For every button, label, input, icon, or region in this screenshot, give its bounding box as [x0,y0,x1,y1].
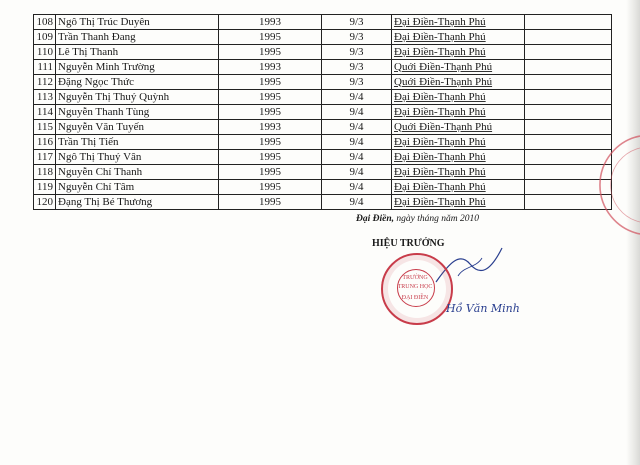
class-name: 9/4 [322,180,392,195]
student-name: Nguyễn Thị Thuý Quỳnh [56,90,219,105]
address-text: Đại Điền-Thạnh Phú [394,45,486,58]
address-text: Đại Điền-Thạnh Phú [394,180,486,193]
birth-year: 1993 [219,15,322,30]
birth-year: 1995 [219,30,322,45]
student-name: Ngô Thị Trúc Duyên [56,15,219,30]
birth-year: 1995 [219,150,322,165]
student-name: Lê Thị Thanh [56,45,219,60]
seal-text-bottom: ĐẠI ĐIỀN [401,295,429,301]
student-name: Đặng Ngọc Thức [56,75,219,90]
blank-cell [525,45,612,60]
address-cell [392,15,525,30]
seal-text-mid: TRUNG HỌC [397,284,433,290]
class-name: 9/3 [322,30,392,45]
row-number: 120 [34,195,56,210]
row-number: 113 [34,90,56,105]
birth-year: 1995 [219,135,322,150]
row-number: 110 [34,45,56,60]
birth-year: 1995 [219,180,322,195]
class-name: 9/4 [322,120,392,135]
address-text: Đại Điền-Thạnh Phú [394,90,486,103]
address-text: Đại Điền-Thạnh Phú [394,105,486,118]
table-row [34,165,612,180]
table-row [34,120,612,135]
address-cell [392,45,525,60]
address-text: Quới Điền-Thạnh Phú [394,120,493,133]
student-name: Ngô Thị Thuý Vân [56,150,219,165]
address-text: Đại Điền-Thạnh Phú [394,165,486,178]
table-row [34,45,612,60]
row-number: 109 [34,30,56,45]
birth-year: 1995 [219,195,322,210]
address-cell [392,30,525,45]
date-line [356,214,479,224]
address-text: Đại Điền-Thạnh Phú [394,30,486,43]
address-cell [392,150,525,165]
birth-year: 1995 [219,105,322,120]
partial-seal-edge [592,130,640,240]
table-row [34,180,612,195]
row-number: 119 [34,180,56,195]
table-row [34,90,612,105]
blank-cell [525,60,612,75]
student-roster-table [33,14,612,210]
table-row [34,75,612,90]
address-text: Đại Điền-Thạnh Phú [394,15,486,28]
row-number: 118 [34,165,56,180]
student-name: Nguyễn Chí Tâm [56,180,219,195]
roster-body [34,15,612,210]
student-name: Trần Thị Tiến [56,135,219,150]
address-cell [392,135,525,150]
table-row [34,60,612,75]
address-cell [392,75,525,90]
blank-cell [525,90,612,105]
date-text: ngày tháng năm 2010 [396,214,479,224]
address-cell [392,195,525,210]
class-name: 9/4 [322,195,392,210]
row-number: 115 [34,120,56,135]
student-name: Nguyễn Minh Trường [56,60,219,75]
birth-year: 1995 [219,45,322,60]
address-cell [392,120,525,135]
student-name: Nguyễn Thanh Tùng [56,105,219,120]
address-text: Đại Điền-Thạnh Phú [394,135,486,148]
student-name: Nguyễn Chí Thanh [56,165,219,180]
birth-year: 1993 [219,60,322,75]
table-row [34,30,612,45]
birth-year: 1995 [219,75,322,90]
class-name: 9/4 [322,90,392,105]
official-seal [381,253,453,325]
class-name: 9/3 [322,15,392,30]
address-text: Quới Điền-Thạnh Phú [394,75,493,88]
place-name: Đại Điền, [356,214,394,224]
table-row [34,195,612,210]
address-cell [392,60,525,75]
row-number: 114 [34,105,56,120]
address-cell [392,180,525,195]
row-number: 116 [34,135,56,150]
table-row [34,150,612,165]
table-row [34,105,612,120]
row-number: 112 [34,75,56,90]
class-name: 9/4 [322,135,392,150]
blank-cell [525,105,612,120]
address-cell [392,165,525,180]
birth-year: 1995 [219,90,322,105]
address-text: Đại Điền-Thạnh Phú [394,195,486,208]
student-name: Nguyễn Văn Tuyến [56,120,219,135]
student-name: Trần Thanh Đang [56,30,219,45]
row-number: 117 [34,150,56,165]
class-name: 9/4 [322,150,392,165]
class-name: 9/3 [322,45,392,60]
birth-year: 1995 [219,165,322,180]
address-text: Quới Điền-Thạnh Phú [394,60,493,73]
class-name: 9/3 [322,60,392,75]
row-number: 108 [34,15,56,30]
principal-title: HIỆU TRƯỞNG [372,238,445,249]
class-name: 9/4 [322,165,392,180]
blank-cell [525,75,612,90]
table-row [34,135,612,150]
address-cell [392,90,525,105]
seal-text-top: TRƯỜNG [402,275,428,281]
blank-cell [525,15,612,30]
blank-cell [525,30,612,45]
class-name: 9/4 [322,105,392,120]
table-row [34,15,612,30]
signer-name: Hồ Văn Minh [446,302,520,315]
address-text: Đại Điền-Thạnh Phú [394,150,486,163]
row-number: 111 [34,60,56,75]
student-name: Đạng Thị Bé Thương [56,195,219,210]
class-name: 9/3 [322,75,392,90]
address-cell [392,105,525,120]
birth-year: 1993 [219,120,322,135]
